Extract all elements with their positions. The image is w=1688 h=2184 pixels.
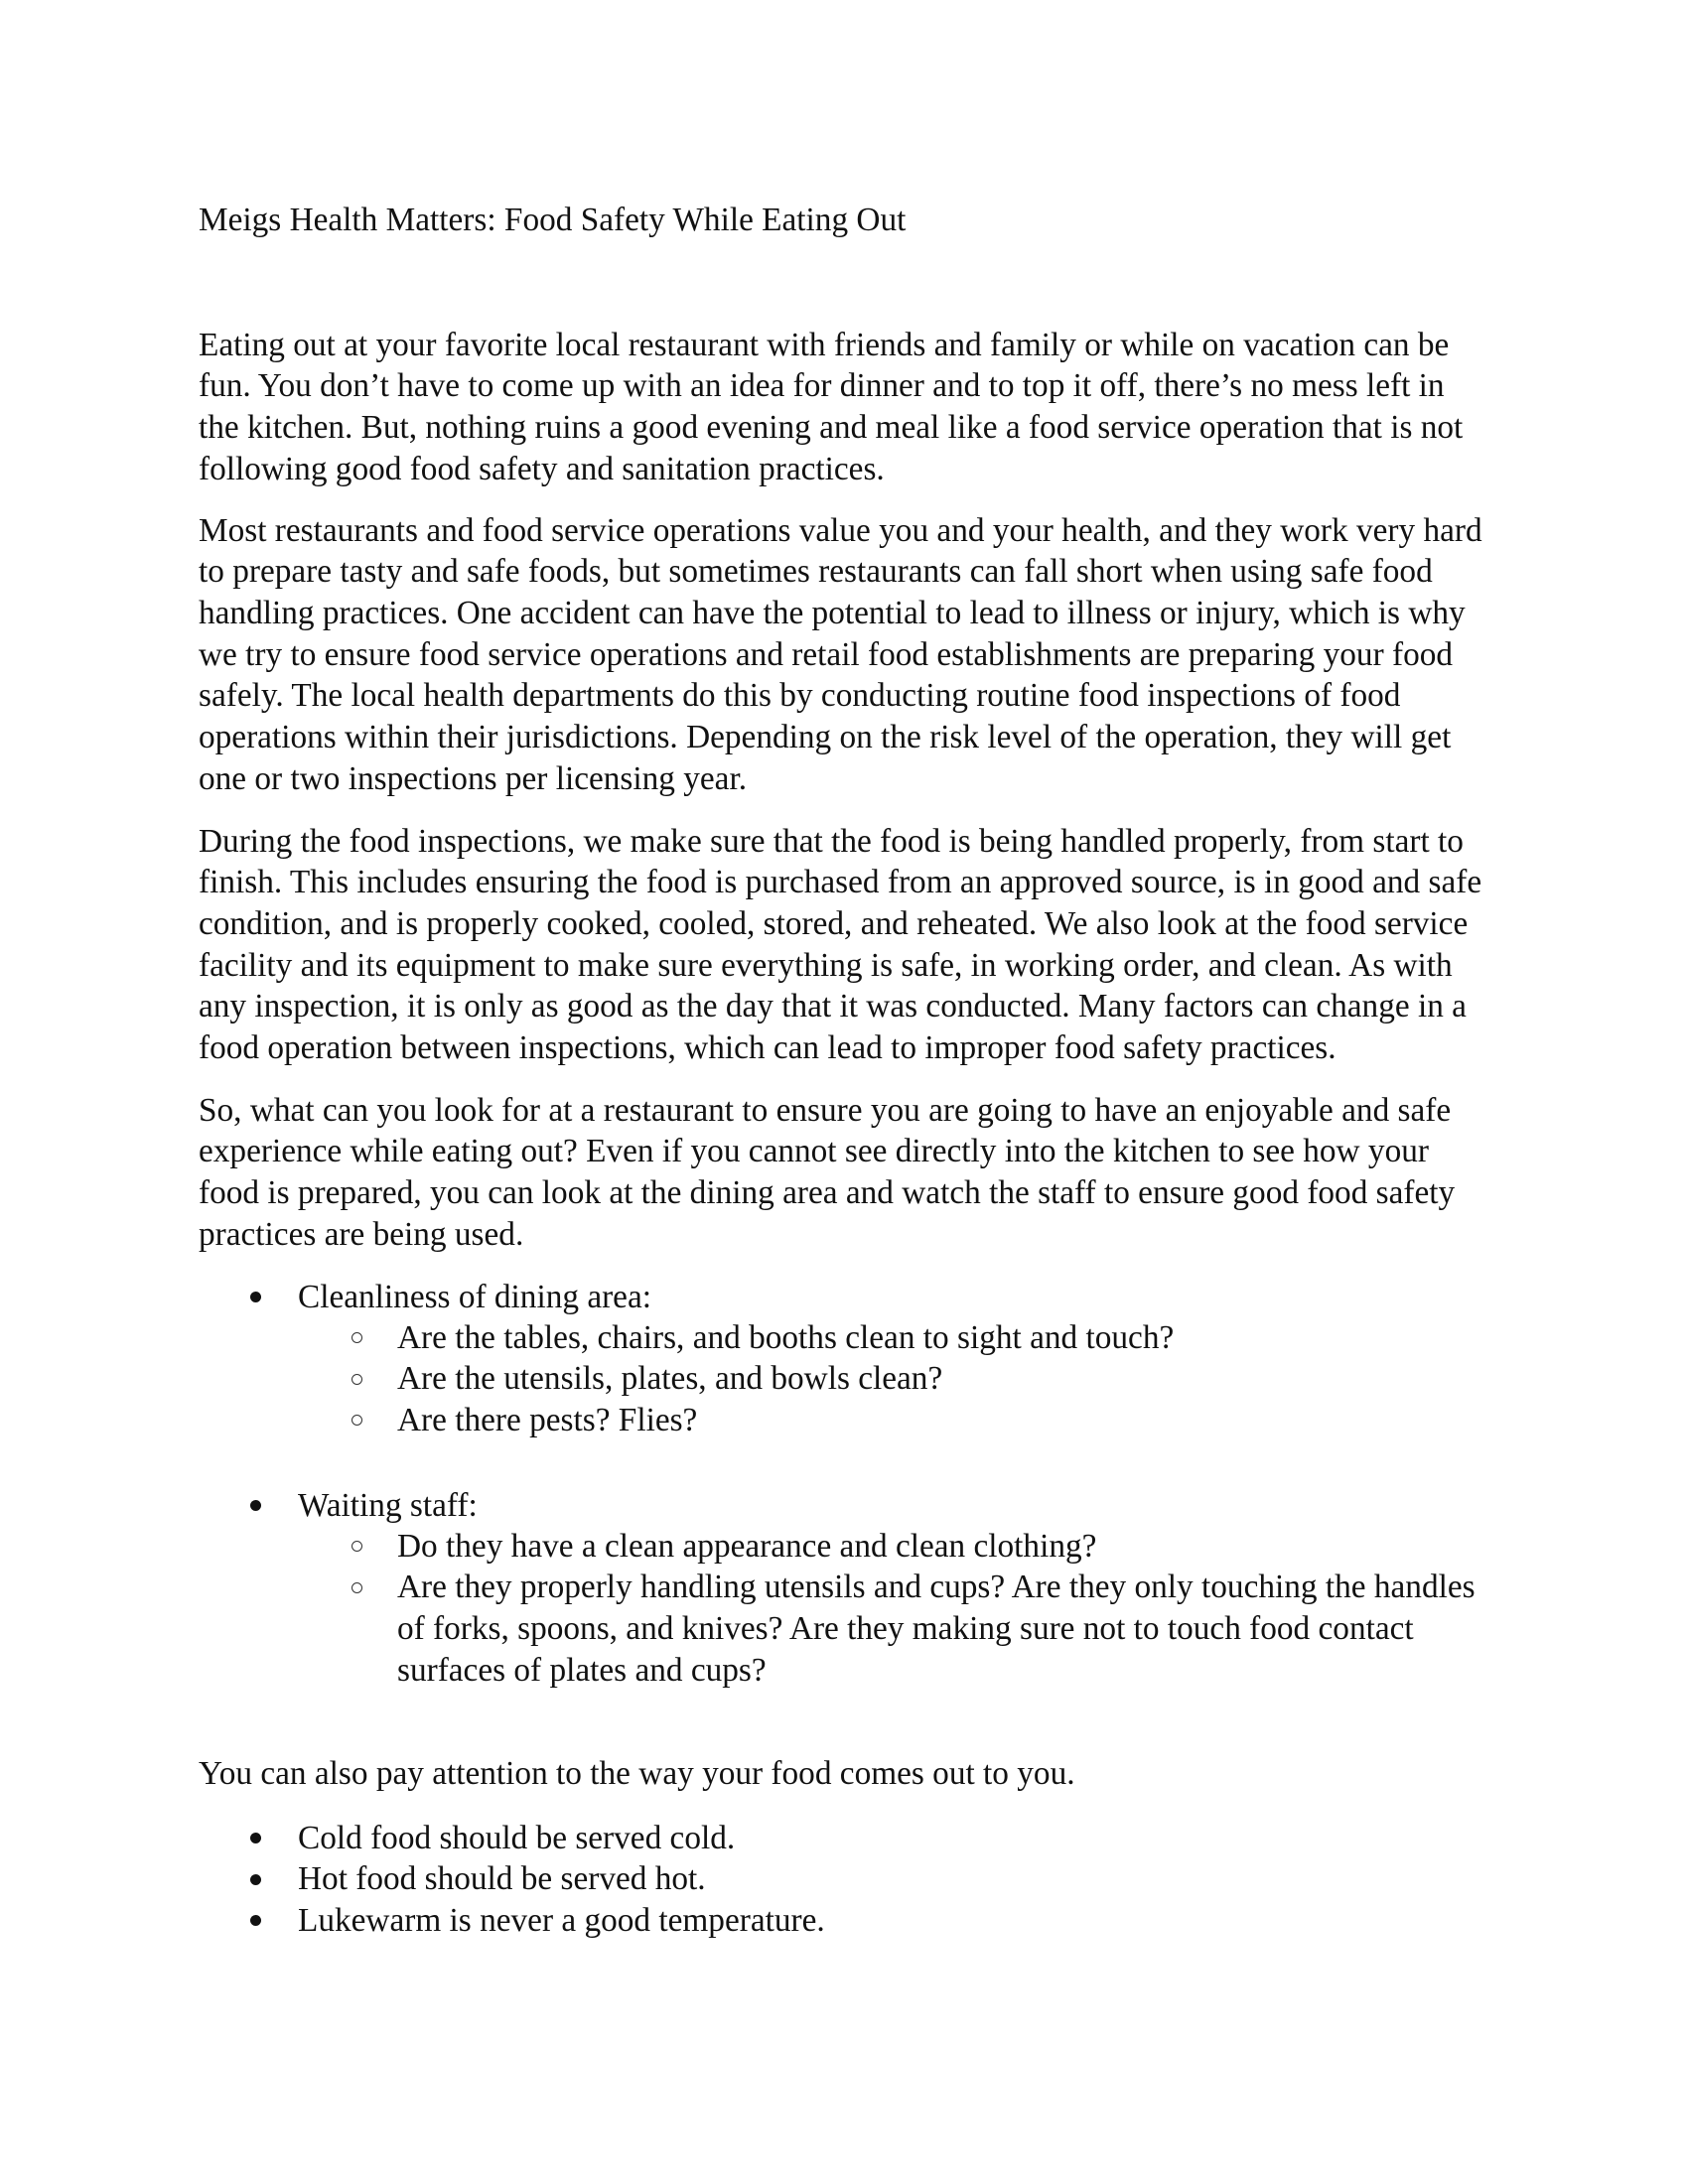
paragraph-line: food is prepared, you can look at the dining area and watch the staff to ensure good food safety	[199, 1173, 1456, 1211]
paragraph-line: we try to ensure food service operations and retail food establishments are preparing your food	[199, 635, 1454, 673]
tip-item: Cold food should be served cold.	[298, 1819, 736, 1856]
paragraph-line: condition, and is properly cooked, cooled, stored, and reheated. We also look at the food service	[199, 904, 1469, 942]
bullet-disc-icon	[250, 1833, 261, 1843]
checklist-subitem	[397, 1567, 1476, 1691]
paragraph-line: the kitchen. But, nothing ruins a good evening and meal like a food service operation that is not	[199, 408, 1464, 446]
paragraph-intro	[199, 325, 1463, 490]
paragraph-line: food operation between inspections, which can lead to improper food safety practices.	[199, 1028, 1336, 1066]
paragraph-line: handling practices. One accident can have the potential to lead to illness or injury, which is why	[199, 594, 1466, 631]
document-title	[199, 200, 906, 241]
checklist-subitem: Are the tables, chairs, and booths clean to sight and touch?	[397, 1318, 1175, 1356]
checklist-subitem: Are the utensils, plates, and bowls clean?	[397, 1360, 943, 1398]
bullet-circle-icon	[352, 1541, 362, 1552]
checklist-label: Cleanliness of dining area:	[298, 1278, 651, 1315]
paragraph-line: operations within their jurisdictions. Depending on the risk level of the operation, they will get	[199, 718, 1452, 755]
paragraph-line: Most restaurants and food service operations value you and your health, and they work very hard	[199, 511, 1482, 549]
bullet-circle-icon	[352, 1332, 362, 1343]
bullet-circle-icon	[352, 1374, 362, 1385]
paragraph-line: Eating out at your favorite local restaurant with friends and family or while on vacation can be	[199, 326, 1450, 363]
bullet-circle-icon	[352, 1415, 362, 1426]
subitem-line: of forks, spoons, and knives? Are they making sure not to touch food contact	[397, 1609, 1414, 1647]
bullet-disc-icon	[250, 1874, 261, 1885]
paragraph-line: fun. You don’t have to come up with an idea for dinner and to top it off, there’s no mess left in	[199, 367, 1445, 405]
paragraph-line: experience while eating out? Even if you cannot see directly into the kitchen to see how your	[199, 1133, 1429, 1170]
paragraph-line: During the food inspections, we make sure that the food is being handled properly, from start to	[199, 822, 1464, 860]
paragraph-inspection-process	[199, 821, 1481, 1069]
bullet-circle-icon	[352, 1582, 362, 1593]
subitem-line: surfaces of plates and cups?	[397, 1651, 767, 1689]
bullet-disc-icon	[250, 1292, 261, 1302]
paragraph-what-to-look-for	[199, 1090, 1455, 1256]
tip-item: Hot food should be served hot.	[298, 1860, 706, 1898]
checklist-subitem: Do they have a clean appearance and clean clothing?	[397, 1527, 1097, 1565]
title-text: Meigs Health Matters: Food Safety While Eating Out	[199, 201, 907, 238]
paragraph-line: safely. The local health departments do this by conducting routine food inspections of food	[199, 677, 1401, 715]
paragraph-line: You can also pay attention to the way your food comes out to you.	[199, 1754, 1075, 1792]
paragraph-line: following good food safety and sanitation practices.	[199, 450, 885, 487]
paragraph-closing-intro	[199, 1753, 1075, 1795]
paragraph-line: So, what can you look for at a restaurant to ensure you are going to have an enjoyable and safe	[199, 1091, 1452, 1129]
checklist-label: Waiting staff:	[298, 1486, 478, 1524]
paragraph-line: facility and its equipment to make sure everything is safe, in working order, and clean. As with	[199, 946, 1453, 984]
paragraph-line: any inspection, it is only as good as the day that it was conducted. Many factors can change in a	[199, 988, 1467, 1025]
paragraph-line: one or two inspections per licensing year.	[199, 759, 748, 797]
paragraph-line: to prepare tasty and safe foods, but sometimes restaurants can fall short when using safe food	[199, 553, 1433, 591]
tip-item: Lukewarm is never a good temperature.	[298, 1901, 825, 1939]
bullet-disc-icon	[250, 1500, 261, 1511]
paragraph-inspections-purpose	[199, 510, 1482, 800]
paragraph-line: practices are being used.	[199, 1215, 524, 1253]
paragraph-line: finish. This includes ensuring the food is purchased from an approved source, is in good and safe	[199, 864, 1482, 901]
subitem-line: Are they properly handling utensils and cups? Are they only touching the handles	[397, 1569, 1476, 1606]
bullet-disc-icon	[250, 1915, 261, 1926]
checklist-subitem: Are there pests? Flies?	[397, 1401, 698, 1438]
